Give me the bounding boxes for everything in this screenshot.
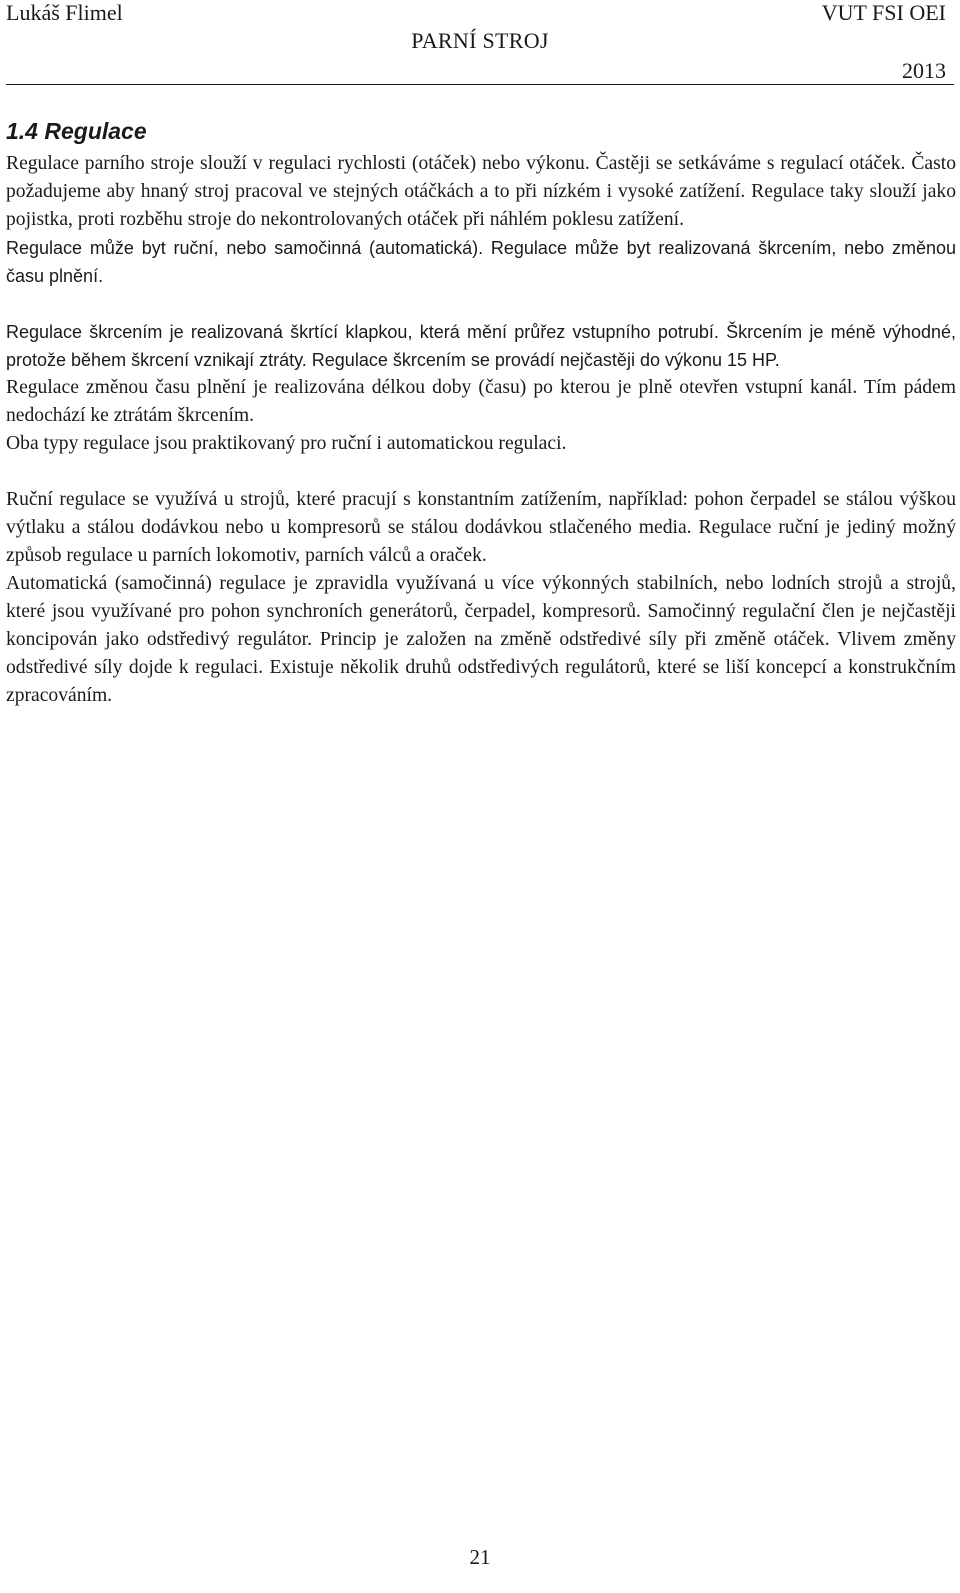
header-title: PARNÍ STROJ bbox=[411, 28, 549, 53]
paragraph-manual: Ruční regulace se využívá u strojů, které pracují s konstantním zatížením, například: pohon čerpadel se stálou výškou výtlaku a stálou dodávkou nebo u kompresorů se stálou dodávkou stlačeného media. Regulace ruční je jediný možný způsob regulace u parních lokomotiv, parních válců a oraček. bbox=[6, 489, 956, 566]
paragraph-automatic: Automatická (samočinná) regulace je zpravidla využívaná u více výkonných stabilních, nebo lodních strojů a strojů, které jsou využívané pro pohon synchroních generátorů, čerpadel, kompresorů. Samočinný regulační člen je nejčastěji koncipován jako odstředivý regulátor. Princip je založen na změně odstředivé síly při změně otáček. Vlivem změny odstředivé síly dojde k regulaci. Existuje několik druhů odstředivých regulátorů, které se liší koncepcí a konstrukčním zpracováním. bbox=[6, 573, 956, 706]
paragraph-throttling: Regulace škrcením je realizovaná škrtící klapkou, která mění průřez vstupního potrubí. Škrcením je méně výhodné, protože během škrcení vznikají ztráty. Regulace škrcením se provádí nejčastěji do výkonu 15 HP. bbox=[6, 322, 956, 370]
section-heading: 1.4 Regulace bbox=[6, 118, 147, 144]
header-year: 2013 bbox=[902, 58, 946, 83]
header-school: VUT FSI OEI bbox=[821, 0, 946, 25]
paragraph-fill-time: Regulace změnou času plnění je realizována délkou doby (času) po kterou je plně otevřen vstupní kanál. Tím pádem nedochází ke ztrátám škrcením. bbox=[6, 377, 956, 426]
paragraph-intro: Regulace parního stroje slouží v regulaci rychlosti (otáček) nebo výkonu. Častěji se setkáváme s regulací otáček. Často požadujeme aby hnaný stroj pracoval ve stejných otáčkách a to při nízkém i vysoké zatížení. Regulace taky slouží jako pojistka, proti rozběhu stroje do nekontrolovaných otáček při náhlém poklesu zatížení. bbox=[6, 153, 956, 230]
page-header bbox=[0, 0, 960, 86]
header-divider bbox=[6, 84, 954, 85]
header-author: Lukáš Flimel bbox=[6, 0, 123, 25]
paragraph-types: Regulace může byt ruční, nebo samočinná (automatická). Regulace může byt realizovaná škrcením, nebo změnou času plnění. bbox=[6, 238, 956, 286]
document-body bbox=[6, 150, 956, 710]
page-number: 21 bbox=[469, 1545, 491, 1569]
paragraph-both-types: Oba typy regulace jsou praktikovaný pro ruční i automatickou regulaci. bbox=[6, 433, 567, 454]
